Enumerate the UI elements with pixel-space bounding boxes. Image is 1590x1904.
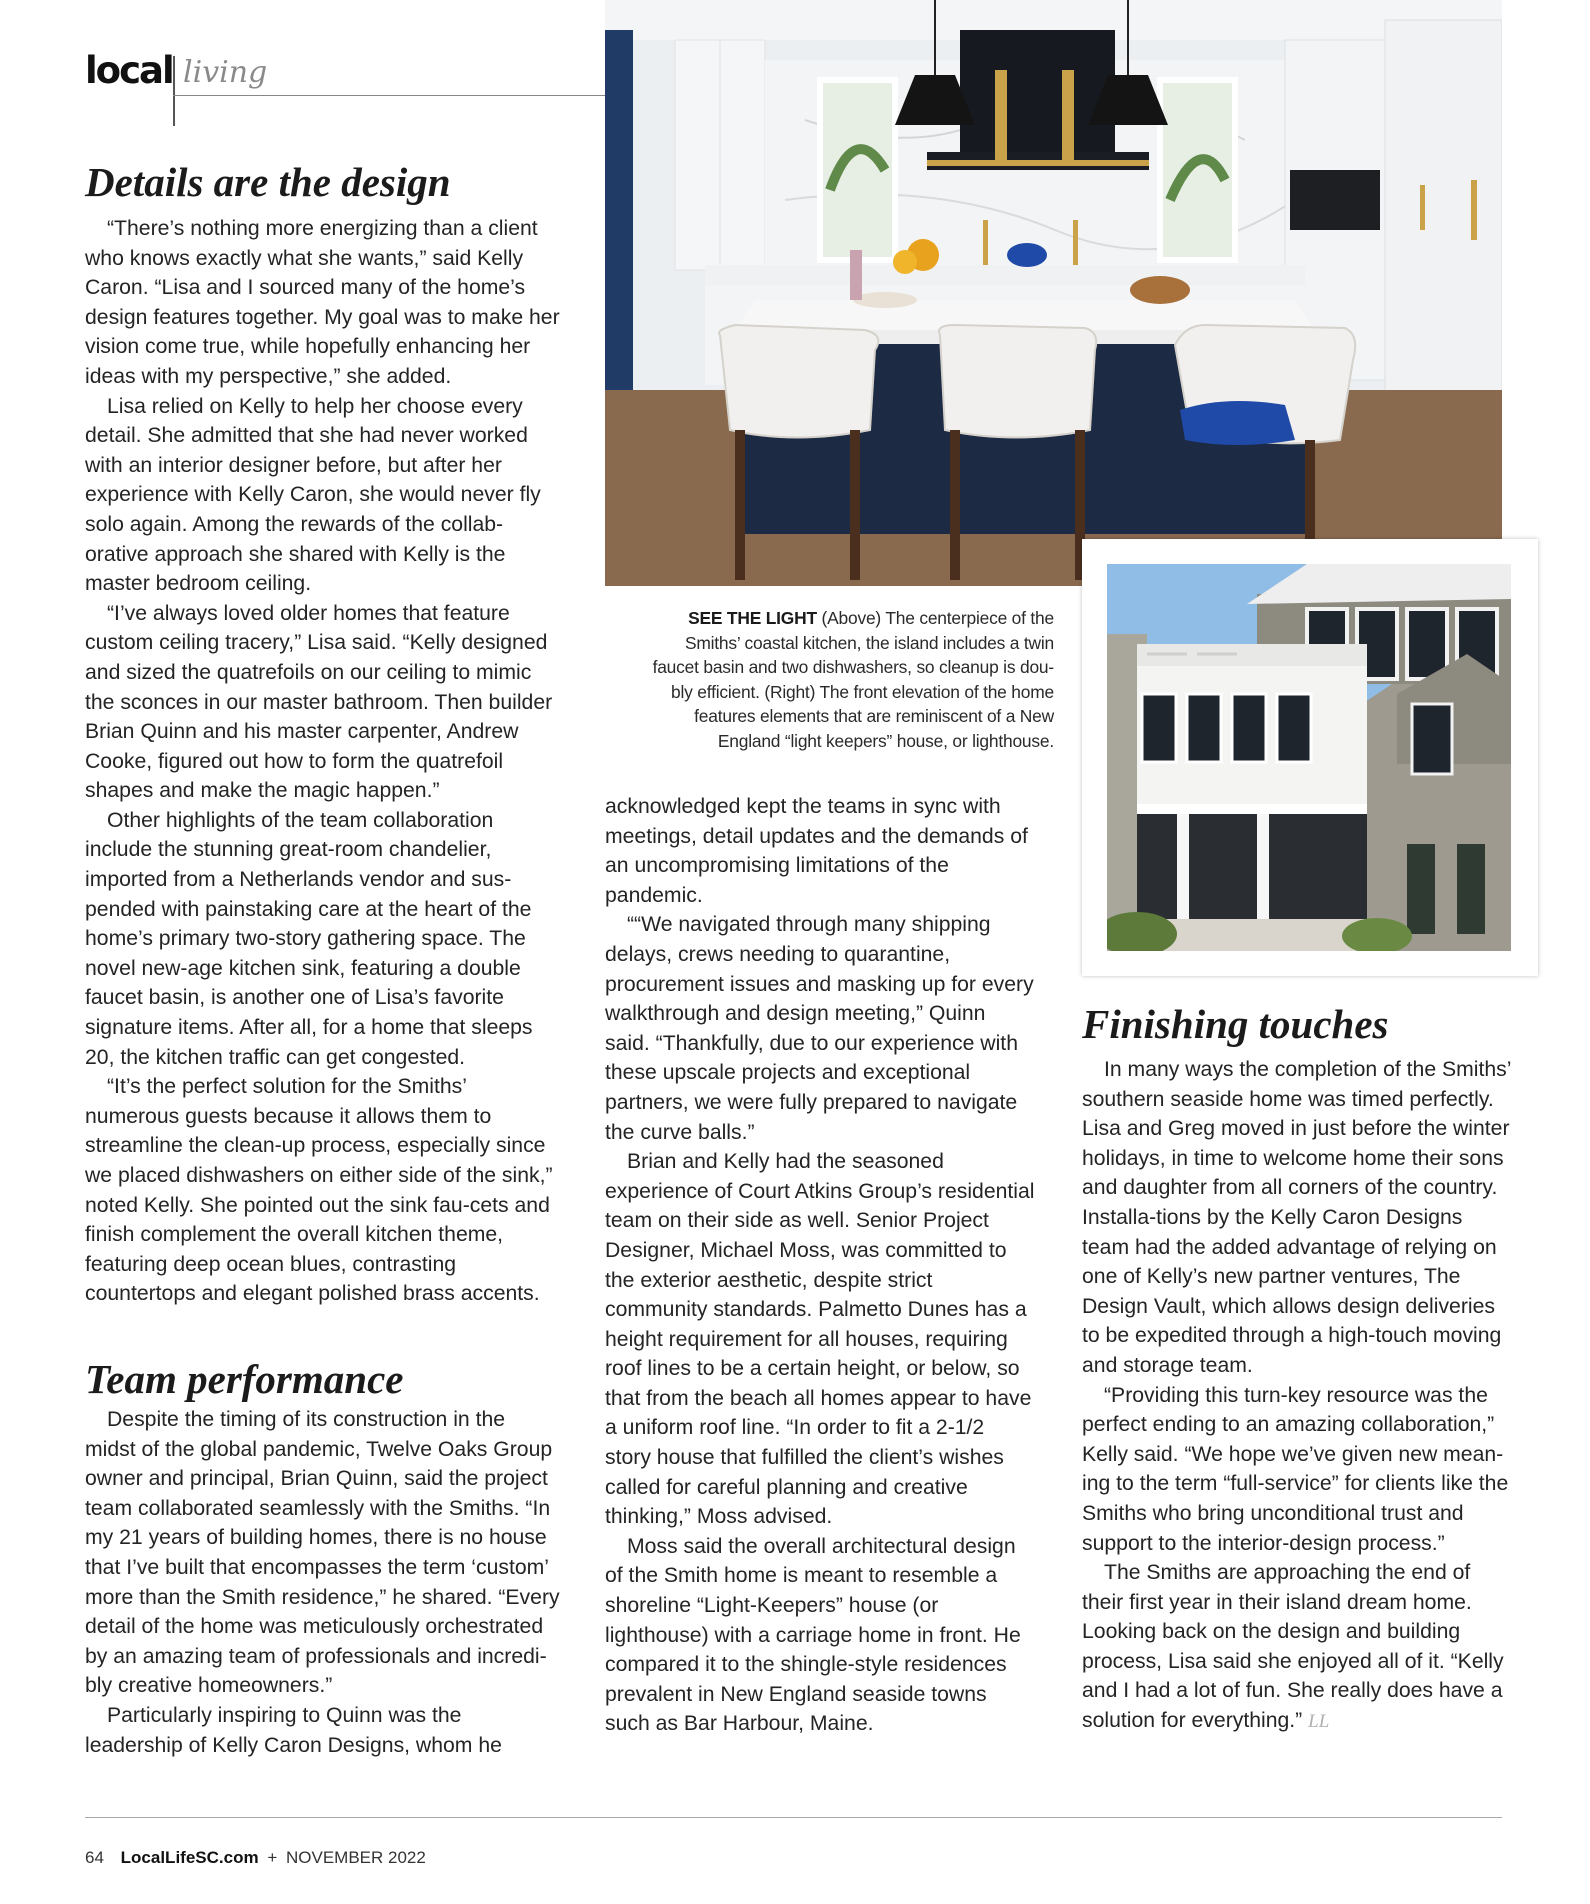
page-footer — [85, 1848, 426, 1868]
paragraph: In many ways the completion of the Smiths’ southern seaside home was timed perfectly. Lisa and Greg moved in just before the winter holidays, in time to welcome home their sons and daughter from all corners of the country. Installa-tions by the Kelly Caron Designs team had the added advantage of relying on one of Kelly’s new partner ventures, The Design Vault, which allows design deliveries to be expedited through a high-touch moving and storage team. — [1082, 1058, 1511, 1377]
website-link[interactable]: LocalLifeSC.com — [120, 1848, 259, 1867]
page-number: 64 — [85, 1848, 104, 1867]
header-rule — [173, 95, 605, 96]
footer-separator: + — [267, 1848, 278, 1867]
paragraph: Lisa relied on Kelly to help her choose every detail. She admitted that she had never worked with an interior designer before, but after her experience with Kelly Caron, she would never fly solo again. Among the rewards of the collab-orative approach she shared with Kelly is the master bedroom ceiling. — [85, 394, 541, 596]
paragraph: Moss said the overall architectural design of the Smith home is meant to resemble a shoreline “Light-Keepers” house (or lighthouse) with a carriage home in front. He compared it to the shingle-style residences prevalent in New England seaside towns such as Bar Harbour, Maine. — [605, 1534, 1021, 1736]
section-heading-details: Details are the design — [85, 159, 451, 205]
column-middle — [605, 792, 1035, 1739]
paragraph-text: The Smiths are approaching the end of their first year in their island dream home. Looking back on the design and building process, Lisa said she enjoyed all of it. “Kelly and I had a lot of fun. She really does have a solution for everything.” — [1082, 1561, 1504, 1733]
caption-text: (Above) The centerpiece of the Smiths’ coastal kitchen, the island includes a twin faucet basin and two dishwashers, so cleanup is dou-bly efficient. (Right) The front elevation of the home features elements that are reminiscent of a New England “light keepers” house, or lighthouse. — [652, 608, 1054, 751]
footer-rule — [85, 1817, 1502, 1818]
paragraph: ““We navigated through many shipping delays, crews needing to quarantine, procurement issues and masking up for every walkthrough and design meeting,” Quinn said. “Thankfully, due to our experience with these upscale projects and exceptional partners, we were fully prepared to navigate the curve balls.” — [605, 913, 1034, 1144]
house-photo — [1107, 564, 1511, 951]
paragraph: “There’s nothing more energizing than a client who knows exactly what she wants,” said Kelly Caron. “Lisa and I sourced many of the home’s design features together. My goal was to make her vision come true, while hopefully enhancing her ideas with my perspective,” she added. — [85, 217, 560, 388]
column-right — [1082, 1000, 1514, 1737]
paragraph: Brian and Kelly had the seasoned experience of Court Atkins Group’s residential team on their side as well. Senior Project Designer, Michael Moss, was committed to the exterior aesthetic, despite strict community standards. Palmetto Dunes has a height requirement for all houses, requiring roof lines to be a certain height, or below, so that from the beach all homes appear to have a uniform roof line. “In order to fit a 2-1/2 story house that fulfilled the client’s wishes called for careful planning and creative thinking,” Moss advised. — [605, 1150, 1035, 1529]
issue-date: NOVEMBER 2022 — [285, 1848, 426, 1867]
paragraph: Particularly inspiring to Quinn was the leadership of Kelly Caron Designs, whom he — [85, 1703, 502, 1757]
photo-caption — [636, 606, 1054, 754]
paragraph: “Providing this turn-key resource was the perfect ending to an amazing collaboration,” Kelly said. “We hope we’ve given new mean-ing to the term “full-service” for clients like the Smiths who bring unconditional trust and support to the interior-design process.” — [1082, 1383, 1509, 1555]
kitchen-photo — [605, 0, 1502, 586]
caption-label: SEE THE LIGHT — [688, 608, 817, 628]
brand-divider — [173, 56, 175, 126]
paragraph: Other highlights of the team collaboration include the stunning great-room chandelier, imported from a Netherlands vendor and sus-pended with painstaking care at the heart of the home’s primary two-story gathering space. The novel new-age kitchen sink, featuring a double faucet basin, is another one of Lisa’s favorite signature items. After all, for a home that sleeps 20, the kitchen traffic can get congested. — [85, 808, 533, 1069]
brand-logo-living: living — [183, 55, 268, 90]
brand-logo-local: local — [85, 49, 173, 92]
end-mark: LL — [1308, 1711, 1330, 1733]
section-heading-finishing: Finishing touches — [1082, 1001, 1389, 1047]
paragraph: Despite the timing of its construction in the midst of the global pandemic, Twelve Oaks Group owner and principal, Brian Quinn, said the project team collaborated seamlessly with the Smiths. “In my 21 years of building homes, there is no house that I’ve built that encompasses the term ‘custom’ more than the Smith residence,” he shared. “Every detail of the home was meticulously orchestrated by an amazing team of professionals and incredi-bly creative homeowners.” — [85, 1407, 560, 1698]
paragraph — [1082, 1558, 1514, 1737]
paragraph: “It’s the perfect solution for the Smiths’ numerous guests because it allows them to streamline the clean-up process, especially since we placed dishwashers on either side of the sink,” noted Kelly. She pointed out the sink fau-cets and finish complement the overall kitchen theme, featuring deep ocean blues, contrasting countertops and elegant polished brass accents. — [85, 1075, 553, 1306]
column-left — [85, 158, 561, 1760]
paragraph: acknowledged kept the teams in sync with meetings, detail updates and the demands of an uncompromising limitations of the pandemic. — [605, 795, 1028, 907]
paragraph: “I’ve always loved older homes that feature custom ceiling tracery,” Lisa said. “Kelly designed and sized the quatrefoils on our ceiling to mimic the sconces in our master bathroom. Then builder Brian Quinn and his master carpenter, Andrew Cooke, figured out how to form the quatrefoil shapes and make the magic happen.” — [85, 601, 553, 803]
section-heading-team: Team performance — [85, 1355, 404, 1402]
